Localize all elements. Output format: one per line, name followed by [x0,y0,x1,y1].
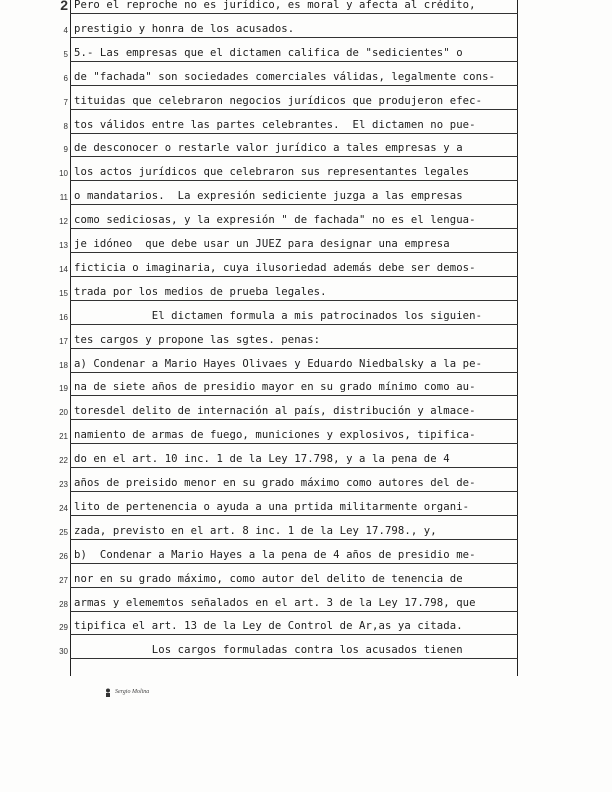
line-text: zada, previsto en el art. 8 inc. 1 de la Ley 17.798., y, [74,524,437,537]
text-line [0,426,612,450]
page-number: 2 [60,0,68,13]
line-text: o mandatarios. La expresión sediciente juzga a las empresas [74,190,463,203]
line-text: lito de pertenencia o ayuda a una prtida militarmente organi- [74,500,470,513]
line-number: 22 [59,456,68,466]
line-text: je idóneo que debe usar un JUEZ para designar una empresa [74,238,450,250]
ruled-line [70,252,518,253]
line-text: prestigio y honra de los acusados. [74,22,295,35]
line-number: 25 [59,527,68,537]
line-text: de "fachada" son sociedades comerciales válidas, legalmente cons- [74,70,496,83]
line-number: 11 [59,193,68,203]
line-number: 16 [59,312,68,322]
text-line [0,20,612,44]
text-line [0,641,612,665]
line-number: 30 [59,647,68,657]
text-line [0,283,612,307]
line-number: 18 [59,360,68,370]
line-number: 9 [63,145,68,155]
text-line [0,378,612,402]
line-text: tes cargos y propone las sgtes. penas: [74,333,321,346]
line-text: tipifica el art. 13 de la Ley de Control de Ar,as ya citada. [74,620,463,633]
text-line [0,402,612,426]
line-number: 8 [63,121,68,131]
line-number: 13 [59,241,68,250]
text-line [0,474,612,498]
text-line [0,0,612,20]
line-text: nor en su grado máximo, como autor del delito de tenencia de [74,572,463,585]
line-text: Pero el reproche no es jurídico, es moral y afecta al crédito, [74,0,476,11]
text-line [0,594,612,618]
line-number: 15 [59,288,68,298]
line-text: 5.- Las empresas que el dictamen califica de "sedicientes" o [74,46,463,59]
line-text: tos válidos entre las partes celebrantes. El dictamen no pue- [74,118,476,131]
line-number: 21 [59,432,68,442]
text-line [0,570,612,594]
text-line [0,235,612,259]
logo-text: Sergio Molina [115,689,150,695]
text-line [0,187,612,211]
line-text: ficticia o imaginaria, cuya ilusoriedad además debe ser demos- [74,261,476,274]
ruled-line [70,658,518,659]
ruled-line [70,85,518,86]
ruled-line [70,300,518,301]
line-text: b) Condenar a Mario Hayes a la pena de 4 años de presidio me- [74,548,476,561]
line-number: 28 [59,599,68,609]
line-text: a) Condenar a Mario Hayes Olivaes y Eduardo Niedbalsky a la pe- [74,357,483,370]
text-line [0,522,612,546]
line-number: 27 [59,575,68,585]
text-line [0,546,612,570]
ruled-line [70,611,518,612]
text-line [0,331,612,355]
ruled-line [70,419,518,420]
line-number: 24 [59,503,68,513]
footer-logo [104,688,150,700]
ruled-line [70,133,518,134]
line-number: 26 [59,551,68,561]
text-line [0,163,612,187]
ruled-line [70,395,518,396]
line-text: de desconocer o restarle valor jurídico a tales empresas y a [74,142,463,155]
line-text: como sediciosas, y la expresión " de fachada" no es el lengua- [74,214,476,227]
ruled-line [70,587,518,588]
line-text: trada por los medios de prueba legales. [74,285,327,298]
line-text: Los cargos formuladas contra los acusados tienen [74,644,463,657]
line-number: 23 [59,480,68,489]
line-number: 10 [59,169,68,179]
text-line [0,139,612,163]
line-text: toresdel delito de internación al país, distribución y almace- [74,405,476,418]
line-number: 7 [63,97,68,107]
line-text: los actos jurídicos que celebraron sus representantes legales [74,166,470,179]
line-text: na de siete años de presidio mayor en su grado mínimo como au- [74,381,476,394]
ruled-line [70,563,518,564]
text-line [0,68,612,92]
line-text: El dictamen formula a mis patrocinados los siguien- [74,309,483,322]
ruled-line [70,204,518,205]
text-line [0,498,612,522]
ruled-line [70,539,518,540]
text-line [0,92,612,116]
line-text: tituidas que celebraron negocios jurídicos que produjeron efec- [74,94,483,107]
text-line [0,307,612,331]
text-line [0,259,612,283]
line-number: 29 [59,623,68,633]
line-text: años de preisido menor en su grado máximo como autores del de- [74,477,476,489]
ruled-line [70,37,518,38]
line-text: do en el art. 10 inc. 1 de la Ley 17.798, y a la pena de 4 [74,453,450,466]
ruled-line [70,515,518,516]
logo-mark-icon [104,688,112,698]
ruled-line [70,180,518,181]
ruled-line [70,348,518,349]
ruled-line [70,156,518,157]
text-line [0,116,612,140]
line-number: 19 [59,384,68,394]
ruled-line [70,61,518,62]
line-number: 5 [63,49,68,59]
line-number: 14 [59,264,68,274]
ruled-line [70,276,518,277]
ruled-line [70,443,518,444]
line-number: 20 [59,408,68,418]
line-number: 12 [59,217,68,227]
line-text: namiento de armas de fuego, municiones y explosivos, tipifica- [74,429,476,442]
text-line [0,617,612,641]
text-line [0,44,612,68]
line-text: armas y elememtos señalados en el art. 3 de la Ley 17.798, que [74,596,476,609]
text-line [0,211,612,235]
ruled-line [70,372,518,373]
ruled-line [70,634,518,635]
line-number: 4 [63,25,68,35]
line-number: 6 [63,73,68,83]
ruled-line [70,13,518,14]
ruled-line [70,109,518,110]
text-line [0,355,612,379]
ruled-line [70,467,518,468]
ruled-line [70,491,518,492]
line-number: 17 [59,336,68,346]
ruled-line [70,228,518,229]
ruled-line [70,324,518,325]
text-line [0,450,612,474]
